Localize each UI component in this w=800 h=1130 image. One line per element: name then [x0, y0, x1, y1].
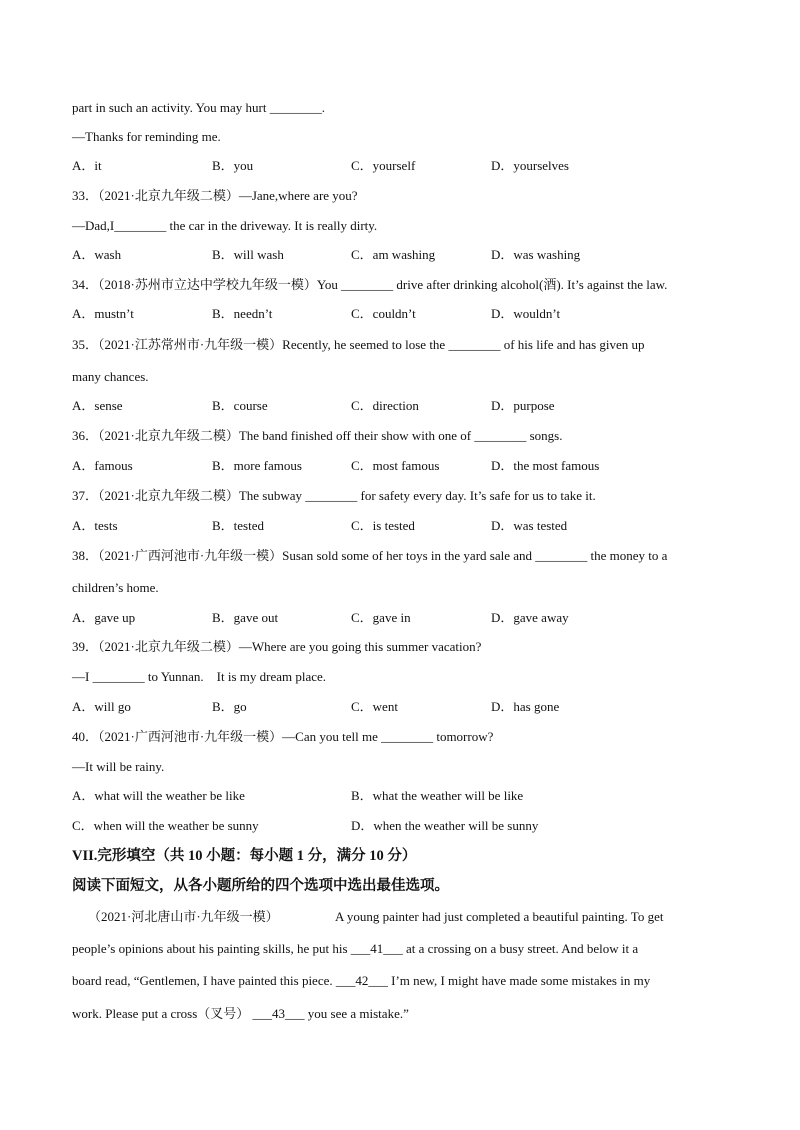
passage-text: I’m new, I might have made some mistakes in my	[387, 973, 651, 988]
q32-reply: —Thanks for reminding me.	[72, 129, 221, 144]
section-instruction: 阅读下面短文，从各小题所给的四个选项中选出最佳选项。	[72, 878, 449, 894]
q39-option-c: C．went	[351, 699, 398, 714]
passage-text: you see a mistake.”	[304, 1006, 409, 1021]
q33-option-b: B．will wash	[212, 247, 284, 262]
q36-option-c: C．most famous	[351, 458, 440, 473]
q37-option-b: B．tested	[212, 518, 264, 533]
q33-option-c: C．am washing	[351, 247, 436, 262]
q39-stem-line2: —I ________ to Yunnan. It is my dream place.	[72, 669, 327, 684]
q33-option-d: D．was washing	[491, 247, 581, 262]
q35-option-b: B．course	[212, 398, 268, 413]
q39-stem: 39．（2021·北京九年级二模）—Where are you going this summer vacation?	[72, 639, 482, 654]
q35-option-d: D．purpose	[491, 398, 555, 413]
q37-option-c: C．is tested	[351, 518, 415, 533]
q38-option-a: A．gave up	[72, 610, 136, 625]
passage-source: （2021·河北唐山市·九年级一模）	[88, 909, 279, 924]
q32-option-a: A．it	[72, 158, 102, 173]
blank-43: ___43___	[252, 1006, 305, 1021]
q32-option-c: C．yourself	[351, 158, 416, 173]
q36-option-a: A．famous	[72, 458, 133, 473]
passage-line-2	[72, 941, 638, 957]
q38-option-d: D．gave away	[491, 610, 569, 625]
q35-option-c: C．direction	[351, 398, 419, 413]
q32-stem-continued: part in such an activity. You may hurt ________.	[72, 100, 325, 115]
q38-stem: 38．（2021·广西河池市·九年级一模）Susan sold some of her toys in the yard sale and ________ the money to a	[72, 548, 668, 563]
q39-option-b: B．go	[212, 699, 247, 714]
q38-option-b: B．gave out	[212, 610, 279, 625]
q40-option-b: B．what the weather will be like	[351, 788, 524, 803]
q34-option-b: B．needn’t	[212, 306, 273, 321]
q33-stem: 33．（2021·北京九年级二模）—Jane,where are you?	[72, 188, 358, 203]
q35-stem: 35．（2021·江苏常州市·九年级一模）Recently, he seemed to lose the ________ of his life and has given up	[72, 337, 645, 352]
passage-text: at a crossing on a busy street. And below it a	[402, 941, 639, 956]
q38-stem-line2: children’s home.	[72, 580, 159, 595]
q36-option-d: D．the most famous	[491, 458, 600, 473]
q38-option-c: C．gave in	[351, 610, 411, 625]
q36-stem: 36．（2021·北京九年级二模）The band finished off their show with one of ________ songs.	[72, 428, 563, 443]
q37-option-d: D．was tested	[491, 518, 568, 533]
passage-text: work. Please put a cross（叉号）	[72, 1006, 253, 1021]
q35-stem-line2: many chances.	[72, 369, 149, 384]
q36-option-b: B．more famous	[212, 458, 302, 473]
q32-option-b: B．you	[212, 158, 254, 173]
section-title: VII.完形填空（共 10 小题：每小题 1 分，满分 10 分）	[72, 848, 417, 864]
blank-41: ___41___	[350, 941, 403, 956]
passage-text: people’s opinions about his painting skills, he put his	[72, 941, 351, 956]
q34-option-d: D．wouldn’t	[491, 306, 561, 321]
q32-option-d: D．yourselves	[491, 158, 569, 173]
blank-42: ___42___	[335, 973, 388, 988]
q37-stem: 37．（2021·北京九年级二模）The subway ________ for safety every day. It’s safe for us to take it.	[72, 488, 596, 503]
q33-option-a: A．wash	[72, 247, 122, 262]
q39-option-d: D．has gone	[491, 699, 560, 714]
q37-option-a: A．tests	[72, 518, 118, 533]
passage-text: board read, “Gentlemen, I have painted this piece.	[72, 973, 336, 988]
passage-line-4	[72, 1006, 409, 1022]
q34-option-a: A．mustn’t	[72, 306, 134, 321]
q40-option-a: A．what will the weather be like	[72, 788, 245, 803]
q34-stem: 34．（2018·苏州市立达中学校九年级一模）You ________ drive after drinking alcohol(酒). It’s against the law.	[72, 277, 668, 292]
q33-stem-line2: —Dad,I________ the car in the driveway. It is really dirty.	[72, 218, 378, 233]
q40-stem: 40．（2021·广西河池市·九年级一模）—Can you tell me ________ tomorrow?	[72, 729, 494, 744]
passage-line-1: A young painter had just completed a beautiful painting. To get	[335, 909, 664, 924]
q40-option-d: D．when the weather will be sunny	[351, 818, 539, 833]
q39-option-a: A．will go	[72, 699, 131, 714]
q40-stem-line2: —It will be rainy.	[72, 759, 165, 774]
q35-option-a: A．sense	[72, 398, 123, 413]
q40-option-c: C．when will the weather be sunny	[72, 818, 259, 833]
passage-line-3	[72, 973, 650, 989]
q34-option-c: C．couldn’t	[351, 306, 416, 321]
